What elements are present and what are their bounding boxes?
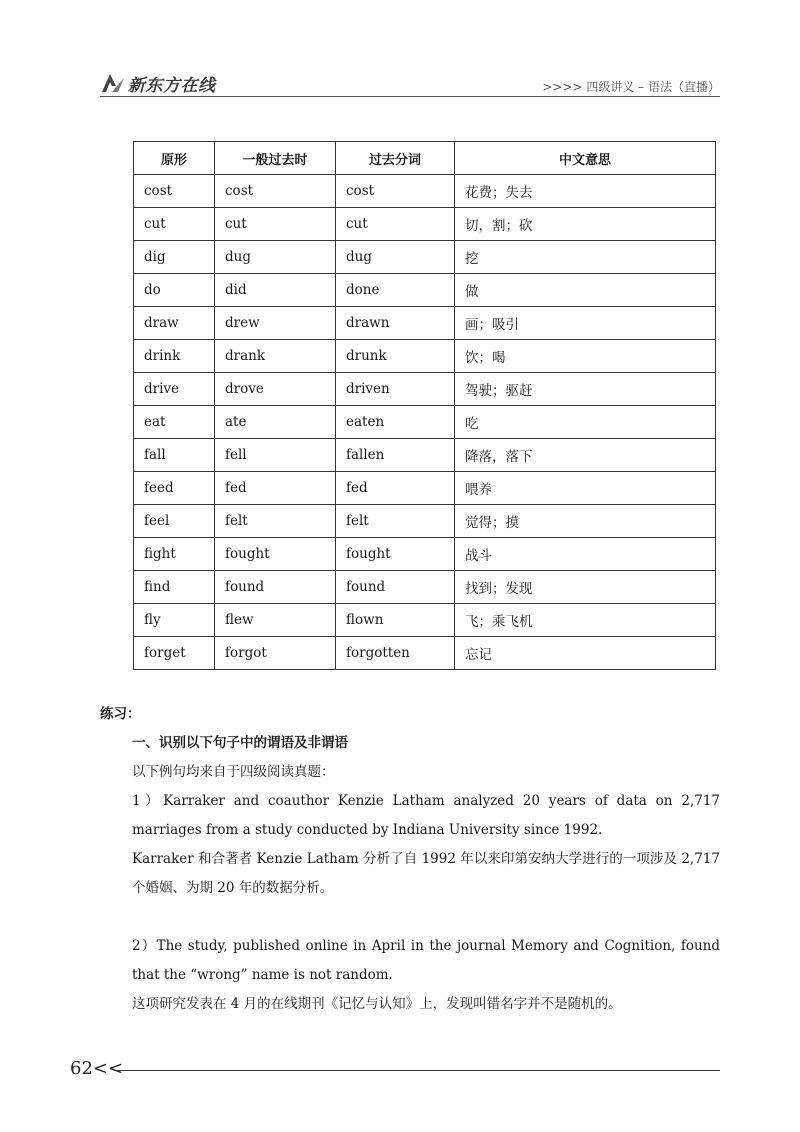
table-cell: flown bbox=[336, 604, 455, 637]
section-title: >>>> 四级讲义 – 语法（直播） bbox=[542, 80, 720, 94]
table-cell: fought bbox=[336, 538, 455, 571]
table-row bbox=[134, 274, 716, 307]
table-row bbox=[134, 241, 716, 274]
table-cell: 挖 bbox=[455, 241, 716, 274]
table-row bbox=[134, 604, 716, 637]
table-cell: drink bbox=[134, 340, 215, 373]
table-cell: 找到；发现 bbox=[455, 571, 716, 604]
table-cell: forget bbox=[134, 637, 215, 670]
table-cell: cut bbox=[336, 208, 455, 241]
table-cell: cost bbox=[134, 175, 215, 208]
item2-chinese: 这项研究发表在 4 月的在线期刊《记忆与认知》上，发现叫错名字并不是随机的。 bbox=[132, 996, 622, 1012]
table-cell: dug bbox=[336, 241, 455, 274]
table-cell: feed bbox=[134, 472, 215, 505]
table-cell: drove bbox=[215, 373, 336, 406]
table-cell: flew bbox=[215, 604, 336, 637]
table-cell: 吃 bbox=[455, 406, 716, 439]
column-header: 原形 bbox=[134, 142, 215, 175]
table-cell: fight bbox=[134, 538, 215, 571]
table-cell: dig bbox=[134, 241, 215, 274]
practice-title: 练习： bbox=[100, 706, 141, 722]
column-header: 中文意思 bbox=[455, 142, 716, 175]
table-cell: found bbox=[336, 571, 455, 604]
table-cell: 飞；乘飞机 bbox=[455, 604, 716, 637]
table-cell: fed bbox=[336, 472, 455, 505]
table-cell: cut bbox=[134, 208, 215, 241]
table-cell: 饮；喝 bbox=[455, 340, 716, 373]
table-cell: find bbox=[134, 571, 215, 604]
practice-subtitle: 一、识别以下句子中的谓语及非谓语 bbox=[132, 735, 348, 751]
table-cell: forgot bbox=[215, 637, 336, 670]
table-cell: felt bbox=[215, 505, 336, 538]
practice-section bbox=[100, 700, 720, 1019]
table-row bbox=[134, 571, 716, 604]
table-row bbox=[134, 373, 716, 406]
table-row bbox=[134, 637, 716, 670]
item1-chinese: Karraker 和合著者 Kenzie Latham 分析了自 1992 年以来印第安纳大学进行的一项涉及 2,717 个婚姻、为期 20 年的数据分析。 bbox=[132, 851, 720, 896]
table-header-row bbox=[134, 142, 716, 175]
table-row bbox=[134, 472, 716, 505]
table-cell: dug bbox=[215, 241, 336, 274]
table-cell: fly bbox=[134, 604, 215, 637]
table-cell: drank bbox=[215, 340, 336, 373]
column-header: 过去分词 bbox=[336, 142, 455, 175]
table-cell: 切，割；砍 bbox=[455, 208, 716, 241]
table-cell: 花费；失去 bbox=[455, 175, 716, 208]
logo-text: 新东方在线 bbox=[128, 75, 216, 96]
table-cell: cost bbox=[215, 175, 336, 208]
table-cell: 忘记 bbox=[455, 637, 716, 670]
table-cell: 降落，落下 bbox=[455, 439, 716, 472]
table-row bbox=[134, 340, 716, 373]
table-row bbox=[134, 439, 716, 472]
table-cell: driven bbox=[336, 373, 455, 406]
header-divider bbox=[100, 96, 720, 97]
table-cell: cut bbox=[215, 208, 336, 241]
table-row bbox=[134, 505, 716, 538]
table-cell: drunk bbox=[336, 340, 455, 373]
table-row bbox=[134, 538, 716, 571]
page-header bbox=[100, 70, 720, 100]
column-header: 一般过去时 bbox=[215, 142, 336, 175]
item1-english: 1）Karraker and coauthor Kenzie Latham analyzed 20 years of data on 2,717 marriages from a study conducted by Indiana University since 1992. bbox=[132, 793, 720, 838]
table-cell: 战斗 bbox=[455, 538, 716, 571]
table-cell: felt bbox=[336, 505, 455, 538]
logo bbox=[100, 70, 216, 96]
table-row bbox=[134, 307, 716, 340]
table-cell: 做 bbox=[455, 274, 716, 307]
table-cell: forgotten bbox=[336, 637, 455, 670]
table-cell: cost bbox=[336, 175, 455, 208]
table-cell: eaten bbox=[336, 406, 455, 439]
table-row bbox=[134, 406, 716, 439]
table-cell: 驾驶；驱赶 bbox=[455, 373, 716, 406]
page-footer bbox=[70, 1058, 720, 1082]
table-cell: do bbox=[134, 274, 215, 307]
page-number: 62<< bbox=[70, 1058, 124, 1079]
practice-intro: 以下例句均来自于四级阅读真题： bbox=[132, 764, 335, 780]
table-cell: drawn bbox=[336, 307, 455, 340]
table-cell: did bbox=[215, 274, 336, 307]
table-cell: fought bbox=[215, 538, 336, 571]
table-cell: fell bbox=[215, 439, 336, 472]
table-cell: drive bbox=[134, 373, 215, 406]
table-cell: draw bbox=[134, 307, 215, 340]
table-cell: eat bbox=[134, 406, 215, 439]
item2-english: 2）The study, published online in April in the journal Memory and Cognition, found that the “wrong” name is not random. bbox=[132, 938, 720, 983]
table-cell: fall bbox=[134, 439, 215, 472]
table-cell: 觉得；摸 bbox=[455, 505, 716, 538]
table-row bbox=[134, 208, 716, 241]
table-cell: 画；吸引 bbox=[455, 307, 716, 340]
table-cell: drew bbox=[215, 307, 336, 340]
logo-mark-icon bbox=[100, 72, 126, 94]
table-cell: ate bbox=[215, 406, 336, 439]
table-cell: feel bbox=[134, 505, 215, 538]
table-row bbox=[134, 175, 716, 208]
table-cell: 喂养 bbox=[455, 472, 716, 505]
irregular-verb-table bbox=[133, 141, 716, 670]
footer-divider bbox=[114, 1070, 720, 1071]
table-cell: done bbox=[336, 274, 455, 307]
table-cell: found bbox=[215, 571, 336, 604]
table-cell: fallen bbox=[336, 439, 455, 472]
table-cell: fed bbox=[215, 472, 336, 505]
